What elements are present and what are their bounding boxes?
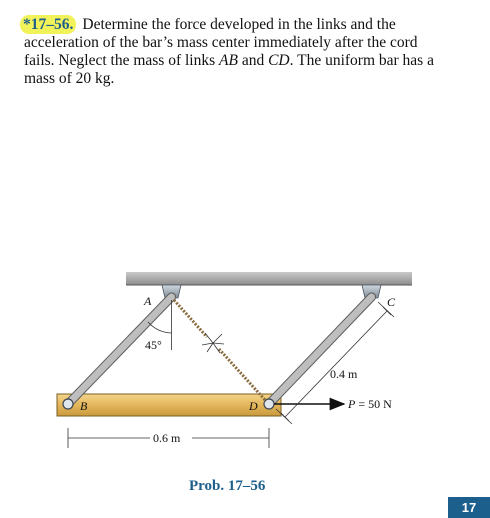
pin-d [264, 399, 274, 409]
problem-text-part-1: Determine the force developed in the links and the acceleration of the bar’s mass center immediately after the cord fails. Neglect the mass of links [24, 16, 418, 69]
link-cd [269, 297, 372, 404]
ceiling [126, 272, 412, 285]
problem-text-part-2: . The uniform bar has a mass of 20 kg. [24, 52, 434, 87]
pin-b [63, 399, 73, 409]
cord [174, 300, 266, 401]
force-value: = 50 N [355, 397, 392, 411]
label-b: B [80, 399, 88, 413]
force-symbol: P [348, 397, 356, 411]
force-label [347, 397, 392, 411]
label-c: C [387, 295, 396, 309]
link-cd-label: CD [268, 52, 290, 69]
page-badge: 17 [448, 497, 490, 518]
figure-caption: Prob. 17–56 [189, 478, 266, 494]
label-a: A [144, 294, 152, 308]
link-ab-label: AB [219, 52, 238, 69]
uniform-bar [57, 394, 281, 416]
problem-number: *17–56. [20, 15, 76, 34]
dimension-label-0-4m: 0.4 m [330, 367, 358, 381]
angle-label: 45° [145, 338, 162, 352]
label-d: D [249, 399, 258, 413]
dimension-label-0-6m: 0.6 m [153, 431, 181, 445]
problem-text-and: and [237, 52, 269, 69]
